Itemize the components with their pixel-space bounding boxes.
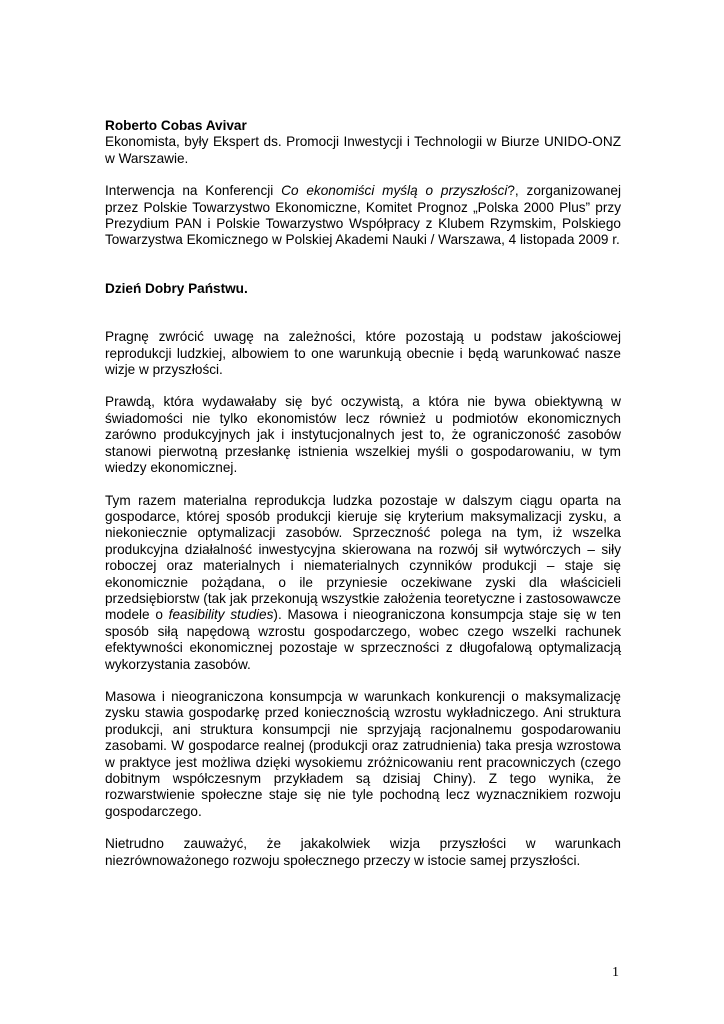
paragraph-scarcity: Prawdą, która wydawałaby się być oczywistą, a która nie bywa obiektywną w świadomości nie tylko ekonomistów lecz również u podmiotów ekonomicznych zarówno produkcyjnych jak i instytucjonalnych jest to, że ograniczoność zasobów stanowi pierwotną przesłankę istnienia wszelkiej myśli o gospodarowaniu, w tym wiedzy ekonomicznej. [105, 394, 621, 476]
author-description: Ekonomista, były Ekspert ds. Promocji Inwestycji i Technologii w Biurze UNIDO-ONZ w Warszawie. [105, 134, 621, 166]
spacer [105, 378, 621, 394]
paragraph-consumption: Masowa i nieograniczona konsumpcja w warunkach konkurencji o maksymalizację zysku stawia gospodarkę przed koniecznością wzrostu wykładniczego. Ani struktura produkcji, ani struktura konsumpcji nie sprzyjają racjonalnemu gospodarowaniu zasobami. W gospodarce realnej (produkcji oraz zatrudnienia) taka presja wzrostowa w praktyce jest możliwa dzięki wysokiemu zróżnicowaniu rent pracowniczych (czego dobitnym współczesnym przykładem są dzisiaj Chiny). Z tego wynika, że rozwarstwienie społeczne staje się nie tyle pochodną lecz wyznacznikiem rozwoju gospodarczego. [105, 688, 621, 819]
spacer [105, 249, 621, 281]
spacer [105, 297, 621, 329]
paragraph-dependencies: Pragnę zwrócić uwagę na zależności, które pozostają u podstaw jakościowej reprodukcji ludzkiej, albowiem to one warunkują obecnie i będą warunkować nasze wizje w przyszłości. [105, 329, 621, 378]
paragraph-reproduction [105, 493, 621, 673]
spacer [105, 477, 621, 493]
reproduction-text-after: ). Masowa i nieograniczona konsumpcja staje się w ten sposób siłą napędową wzrostu gospodarczego, wobec czego wszelki rachunek efektywności ekonomicznej pozostaje w sprzeczności z długofalową optymalizacją wykorzystania zasobów. [105, 607, 621, 672]
greeting: Dzień Dobry Państwu. [105, 280, 248, 296]
spacer [105, 167, 621, 183]
page-number: 1 [612, 965, 619, 980]
conference-title: Co ekonomiści myślą o przyszłości [281, 183, 508, 199]
author-name: Roberto Cobas Avivar [105, 118, 247, 133]
reproduction-text-before: Tym razem materialna reprodukcja ludzka pozostaje w dalszym ciągu oparta na gospodarce, której sposób produkcji kieruje się kryterium maksymalizacji zysku, a niekoniecznie optymalizacji zasobów. Sprzeczność polega na tym, iż wszelka produkcyjna działalność inwestycyjna skierowana na rozwój sił wytwórczych – siły roboczej oraz materialnych i niematerialnych czynników produkcji – staje się ekonomicznie pożądana, o ile przyniesie oczekiwane zyski dla właścicieli przedsiębiorstw (tak jak przekonują wszystkie założenia teoretyczne i zastosowawcze modele o [105, 492, 621, 623]
spacer [105, 820, 621, 836]
intervention-prefix: Interwencja na Konferencji [105, 183, 282, 199]
intervention-info [105, 183, 621, 249]
spacer [105, 673, 621, 689]
intervention-details: ?, zorganizowanej przez Polskie Towarzystwo Ekonomiczne, Komitet Prognoz „Polska 2000 Plus” przy Prezydium PAN i Polskie Towarzystwo Współpracy z Klubem Rzymskim, Polskiego Towarzystwa Ekomicznego w Polskiej Akademi Nauki / Warszawa, 4 listopada 2009 r. [105, 183, 621, 248]
feasibility-studies-term: feasibility studies [168, 607, 274, 623]
document-body [105, 118, 621, 869]
paragraph-future: Nietrudno zauważyć, że jakakolwiek wizja przyszłości w warunkach niezrównoważonego rozwoju społecznego przeczy w istocie samej przyszłości. [105, 836, 621, 868]
